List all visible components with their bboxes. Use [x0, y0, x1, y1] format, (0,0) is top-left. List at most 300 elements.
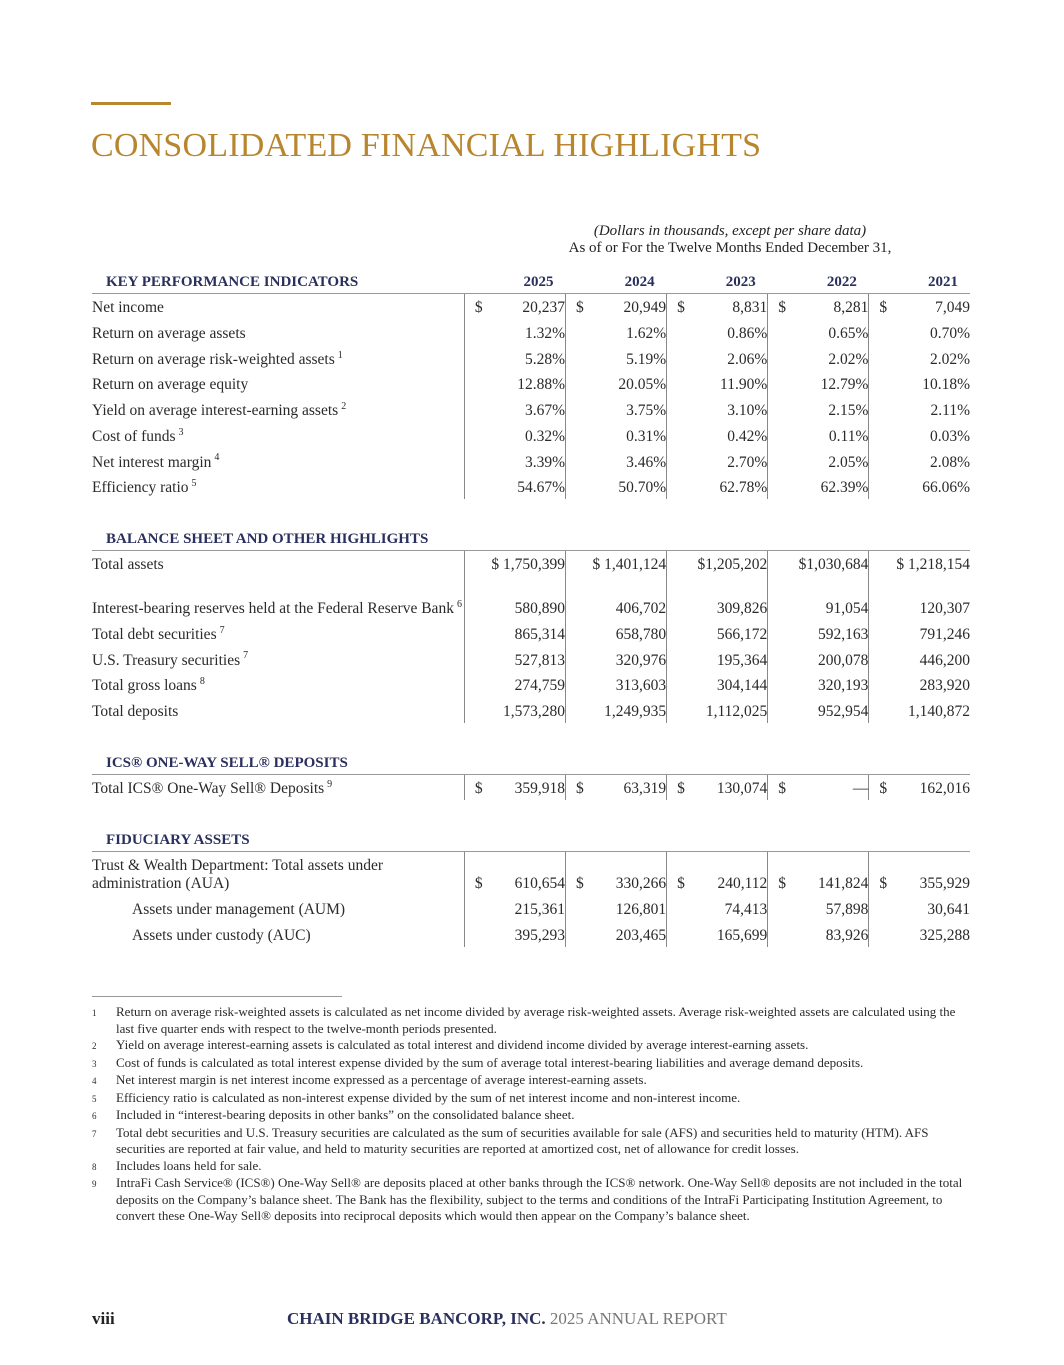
cell-2025: [464, 474, 565, 500]
cell-value: 791,246: [919, 625, 970, 643]
cell-value: 865,314: [514, 625, 566, 643]
currency-symbol: $: [677, 875, 685, 893]
currency-symbol: $: [879, 780, 888, 798]
currency-symbol: $: [474, 299, 483, 317]
cell-2025: [464, 646, 565, 672]
cell-value: 195,364: [716, 651, 768, 669]
cell-value: 527,813: [514, 651, 566, 669]
cell-2023: [667, 774, 768, 800]
cell-value: 200,078: [817, 651, 869, 669]
year-header: 2024: [566, 268, 667, 294]
cell-value: 1,249,935: [604, 703, 667, 720]
cell-2022: [768, 551, 869, 577]
cell-2021: [869, 294, 970, 320]
year-header: 2021: [869, 268, 970, 294]
cell-2023: [667, 345, 768, 371]
cell-value: 63,319: [623, 780, 667, 798]
section-spacer: [92, 800, 970, 826]
currency-symbol: $: [576, 875, 584, 893]
cell-2024: [566, 474, 667, 500]
cell-2023: [667, 672, 768, 698]
cell-value: 592,163: [817, 625, 869, 643]
cell-value: $1,030,684: [798, 556, 869, 574]
cell-value: 5.28%: [524, 350, 566, 368]
row-label-text: Assets under custody (AUC): [132, 926, 311, 944]
footnote-number: 9: [92, 1179, 97, 1189]
cell-2024: [566, 895, 667, 921]
cell-2023: [667, 895, 768, 921]
cell-value: 3.75%: [626, 402, 667, 420]
cell-2021: [869, 620, 970, 646]
row-label-text: Cost of funds: [92, 427, 176, 445]
table-row: [92, 422, 970, 448]
footnote-text: Total debt securities and U.S. Treasury securities are calculated as the sum of securities available for sale (AFS) and securities held to maturity (HTM). AFS securities are reported at fair value, and held to maturity securities are reported at amortized cost, net of allowance for credit losses.: [116, 1124, 929, 1156]
cell-2023: [667, 474, 768, 500]
year-header: [869, 826, 970, 852]
period-note: As of or For the Twelve Months Ended December 31,: [568, 240, 892, 256]
cell-2024: [566, 851, 667, 895]
row-label-text: Yield on average interest-earning assets: [92, 402, 339, 420]
cell-value: 74,413: [724, 901, 768, 919]
cell-value: 83,926: [825, 926, 869, 944]
cell-value: 320,193: [817, 677, 869, 695]
cell-value: 1.62%: [626, 325, 667, 343]
cell-2023: [667, 396, 768, 422]
cell-value: 446,200: [919, 651, 970, 669]
year-header: [768, 525, 869, 551]
cell-2021: [869, 448, 970, 474]
row-label: [92, 620, 464, 646]
row-label-text: Total assets: [92, 556, 164, 574]
cell-2024: [566, 576, 667, 620]
year-header: 2023: [667, 268, 768, 294]
cell-2024: [566, 551, 667, 577]
cell-2021: [869, 895, 970, 921]
cell-2025: [464, 774, 565, 800]
cell-2023: [667, 851, 768, 895]
cell-value: 355,929: [919, 875, 970, 893]
cell-value: 141,824: [817, 875, 869, 893]
year-header: [464, 826, 565, 852]
cell-2022: [768, 895, 869, 921]
year-header: [869, 525, 970, 551]
row-label-text: Trust & Wealth Department: Total assets under administration (AUA): [92, 857, 383, 893]
footnote-ref: 5: [191, 478, 197, 490]
cell-2022: [768, 448, 869, 474]
cell-value: 62.78%: [719, 479, 768, 497]
cell-value: 0.42%: [727, 427, 768, 445]
cell-2021: [869, 345, 970, 371]
currency-symbol: $: [778, 875, 786, 893]
cell-value: $ 1,218,154: [896, 556, 970, 574]
cell-2021: [869, 474, 970, 500]
footnote-number: 5: [92, 1093, 97, 1104]
table-row: [92, 576, 970, 620]
currency-symbol: $: [576, 299, 584, 317]
row-label: [92, 697, 464, 723]
cell-value: 313,603: [615, 677, 667, 695]
cell-value: —: [852, 780, 869, 798]
cell-value: 20,949: [623, 299, 667, 317]
cell-2025: [464, 422, 565, 448]
footnote-number: 3: [92, 1058, 97, 1069]
row-label: [92, 448, 464, 474]
cell-2022: [768, 672, 869, 698]
cell-2024: [566, 294, 667, 320]
cell-2023: [667, 921, 768, 947]
cell-2021: [869, 672, 970, 698]
cell-2023: [667, 646, 768, 672]
cell-value: 1.32%: [524, 325, 566, 343]
section-header-balance: [92, 525, 970, 551]
cell-value: 162,016: [919, 780, 970, 798]
cell-value: 359,918: [514, 780, 566, 798]
cell-value: 130,074: [716, 780, 768, 798]
cell-value: 330,266: [615, 875, 667, 893]
cell-2025: [464, 448, 565, 474]
year-header: [566, 826, 667, 852]
footnote-text: Net interest margin is net interest income expressed as a percentage of average interest-earning assets.: [116, 1072, 647, 1087]
cell-2021: [869, 422, 970, 448]
cell-value: 658,780: [615, 625, 667, 643]
cell-value: 0.32%: [524, 427, 566, 445]
cell-value: 5.19%: [626, 350, 667, 368]
footnote: [92, 1125, 972, 1158]
cell-2025: [464, 895, 565, 921]
cell-2024: [566, 396, 667, 422]
year-header: 2025: [464, 268, 565, 294]
currency-symbol: $: [677, 780, 685, 798]
row-label: [92, 345, 464, 371]
footnote: [92, 1090, 972, 1108]
table-row: [92, 646, 970, 672]
footnote-ref: 1: [337, 349, 343, 361]
table-row: [92, 672, 970, 698]
row-label-text: Assets under management (AUM): [132, 901, 346, 919]
units-note: (Dollars in thousands, except per share data): [593, 223, 867, 239]
cell-2024: [566, 448, 667, 474]
cell-value: 120,307: [919, 600, 970, 618]
footnote-text: Cost of funds is calculated as total interest expense divided by the sum of average total interest-bearing liabilities and average demand deposits.: [116, 1054, 864, 1070]
cell-value: 320,976: [615, 651, 667, 669]
cell-value: 91,054: [825, 600, 869, 618]
cell-2021: [869, 697, 970, 723]
financial-highlights-table: [92, 268, 970, 947]
cell-value: 3.10%: [727, 402, 768, 420]
row-label: [92, 921, 464, 947]
row-label: [92, 672, 464, 698]
section-header-kpi: [92, 268, 970, 294]
table-row: [92, 774, 970, 800]
cell-value: 30,641: [927, 901, 970, 919]
currency-symbol: $: [576, 780, 584, 798]
title-accent-rule: [91, 102, 171, 105]
table-row: [92, 371, 970, 397]
cell-2024: [566, 646, 667, 672]
year-header: [464, 525, 565, 551]
currency-symbol: $: [474, 875, 483, 893]
cell-value: 2.06%: [727, 350, 768, 368]
cell-2024: [566, 672, 667, 698]
cell-2022: [768, 371, 869, 397]
cell-value: 8,281: [833, 299, 869, 317]
footnote-text: Includes loans held for sale.: [116, 1157, 262, 1173]
cell-value: 325,288: [919, 926, 970, 944]
footnote-number: 4: [92, 1076, 97, 1086]
section-spacer: [92, 499, 970, 525]
year-header: [768, 826, 869, 852]
row-label-text: Interest-bearing reserves held at the Federal Reserve Bank: [92, 600, 454, 618]
cell-value: 240,112: [717, 875, 768, 893]
currency-symbol: $: [778, 299, 786, 317]
footnote-ref: 2: [341, 400, 347, 412]
year-header: [667, 826, 768, 852]
table-row: [92, 396, 970, 422]
page-number: viii: [92, 1309, 115, 1328]
table-row: [92, 345, 970, 371]
currency-symbol: $: [677, 299, 685, 317]
cell-2022: [768, 620, 869, 646]
cell-value: 309,826: [716, 600, 768, 618]
footnote-ref: 4: [214, 452, 220, 464]
cell-value: 610,654: [514, 875, 566, 893]
cell-value: 50.70%: [618, 479, 667, 497]
cell-2025: [464, 551, 565, 577]
year-header: [566, 749, 667, 775]
cell-value: 406,702: [615, 600, 667, 618]
cell-2023: [667, 697, 768, 723]
cell-2022: [768, 697, 869, 723]
cell-value: $1,205,202: [697, 556, 768, 574]
cell-2023: [667, 551, 768, 577]
cell-2021: [869, 396, 970, 422]
cell-2022: [768, 294, 869, 320]
section-header-fiduciary: [92, 826, 970, 852]
cell-2024: [566, 422, 667, 448]
cell-value: 165,699: [716, 926, 768, 944]
cell-2025: [464, 345, 565, 371]
row-label-text: Total gross loans: [92, 677, 197, 695]
table-row: [92, 294, 970, 320]
footnote-text: Return on average risk-weighted assets is calculated as net income divided by average risk-weighted assets. Average risk-weighted assets are calculated using the last five quarter ends with respect to the twelve-month periods presented.: [116, 1004, 956, 1036]
footnote: [92, 1158, 972, 1176]
cell-value: 7,049: [935, 299, 970, 317]
row-label-text: Return on average equity: [92, 376, 249, 394]
cell-2025: [464, 371, 565, 397]
cell-2024: [566, 319, 667, 345]
cell-2023: [667, 448, 768, 474]
cell-2022: [768, 921, 869, 947]
cell-value: 0.65%: [828, 325, 869, 343]
cell-2023: [667, 422, 768, 448]
cell-value: 395,293: [514, 926, 566, 944]
footnote-text: Included in “interest-bearing deposits in other banks” on the consolidated balance sheet.: [116, 1107, 575, 1122]
footnote-text: Yield on average interest-earning assets is calculated as total interest and dividend income divided by average interest-earning assets.: [116, 1037, 809, 1052]
footnote: [92, 1055, 972, 1073]
cell-value: 3.46%: [626, 453, 667, 471]
report-name: 2025 ANNUAL REPORT: [549, 1309, 727, 1328]
cell-value: 62.39%: [820, 479, 869, 497]
cell-value: 57,898: [825, 901, 869, 919]
row-label-text: Total deposits: [92, 703, 179, 720]
year-header: 2022: [768, 268, 869, 294]
cell-value: 2.02%: [828, 350, 869, 368]
cell-2022: [768, 396, 869, 422]
row-label-text: Net interest margin: [92, 453, 212, 471]
cell-value: 11.90%: [720, 376, 768, 394]
row-label: [92, 474, 464, 500]
cell-value: 54.67%: [517, 479, 566, 497]
footnote-ref: 7: [243, 650, 249, 662]
footnote-number: 2: [92, 1041, 97, 1051]
cell-value: 20.05%: [618, 376, 667, 394]
cell-value: 2.70%: [727, 453, 768, 471]
cell-value: 1,573,280: [503, 703, 566, 720]
footnote-divider: [92, 996, 342, 997]
cell-2021: [869, 921, 970, 947]
cell-2021: [869, 551, 970, 577]
cell-value: 2.08%: [929, 453, 970, 471]
cell-value: 1,140,872: [908, 703, 970, 720]
cell-2025: [464, 294, 565, 320]
cell-value: 66.06%: [922, 479, 970, 497]
cell-2024: [566, 697, 667, 723]
cell-value: 12.88%: [517, 376, 566, 394]
table-row: [92, 551, 970, 577]
table-row: [92, 620, 970, 646]
cell-2022: [768, 851, 869, 895]
table-row: [92, 319, 970, 345]
footnote-text: Efficiency ratio is calculated as non-interest expense divided by the sum of net interest income and non-interest income.: [116, 1089, 741, 1105]
footnote: [92, 1107, 972, 1125]
footnote-ref: 7: [219, 624, 225, 636]
cell-value: 0.31%: [626, 427, 667, 445]
cell-2025: [464, 620, 565, 646]
cell-2022: [768, 422, 869, 448]
cell-2021: [869, 371, 970, 397]
table-row: [92, 921, 970, 947]
cell-value: 952,954: [817, 703, 869, 720]
cell-value: 580,890: [514, 600, 566, 618]
table-row: [92, 895, 970, 921]
cell-2021: [869, 319, 970, 345]
cell-value: 3.39%: [524, 453, 566, 471]
cell-2025: [464, 697, 565, 723]
year-header: [464, 749, 565, 775]
cell-2022: [768, 774, 869, 800]
footnote-number: 7: [92, 1128, 97, 1139]
footnote-ref: 9: [327, 778, 333, 790]
footnote: [92, 1072, 972, 1090]
row-label: [92, 895, 464, 921]
cell-value: 304,144: [716, 677, 768, 695]
currency-symbol: $: [879, 875, 888, 893]
cell-2024: [566, 921, 667, 947]
section-title: FIDUCIARY ASSETS: [92, 826, 464, 852]
cell-2024: [566, 620, 667, 646]
cell-2024: [566, 371, 667, 397]
row-label-text: Efficiency ratio: [92, 479, 189, 497]
currency-symbol: $: [778, 780, 786, 798]
cell-2021: [869, 851, 970, 895]
cell-value: 0.86%: [727, 325, 768, 343]
footnote: [92, 1004, 972, 1037]
cell-value: 203,465: [615, 926, 667, 944]
row-label: [92, 646, 464, 672]
cell-value: 2.02%: [929, 350, 970, 368]
year-header: [768, 749, 869, 775]
cell-value: 126,801: [615, 901, 667, 919]
cell-2025: [464, 851, 565, 895]
row-label-text: Total debt securities: [92, 625, 217, 643]
section-spacer: [92, 723, 970, 749]
company-name: CHAIN BRIDGE BANCORP, INC.: [287, 1309, 546, 1328]
cell-value: 3.67%: [524, 402, 566, 420]
table-row: [92, 474, 970, 500]
cell-2022: [768, 345, 869, 371]
cell-2025: [464, 921, 565, 947]
currency-symbol: $: [474, 780, 483, 798]
row-label: [92, 294, 464, 320]
row-label-text: Total ICS® One-Way Sell® Deposits: [92, 780, 325, 798]
section-title: KEY PERFORMANCE INDICATORS: [92, 268, 464, 294]
table-row: [92, 697, 970, 723]
cell-2025: [464, 319, 565, 345]
cell-value: 0.70%: [929, 325, 970, 343]
footnote-ref: 8: [199, 676, 205, 688]
cell-2023: [667, 319, 768, 345]
section-title: ICS® ONE-WAY SELL® DEPOSITS: [92, 749, 464, 775]
cell-value: $ 1,401,124: [592, 556, 667, 574]
footer-report-title: [287, 1309, 727, 1329]
cell-value: 0.11%: [828, 427, 869, 445]
cell-value: $ 1,750,399: [491, 556, 566, 574]
footnotes: [92, 1004, 972, 1225]
year-header: [869, 749, 970, 775]
row-label: [92, 422, 464, 448]
cell-value: 12.79%: [820, 376, 869, 394]
cell-2025: [464, 396, 565, 422]
row-label: [92, 319, 464, 345]
footnote-number: 6: [92, 1111, 97, 1121]
row-label-text: Return on average assets: [92, 325, 246, 343]
footnote: [92, 1037, 972, 1055]
cell-value: 1,112,025: [705, 703, 768, 720]
page-title: CONSOLIDATED FINANCIAL HIGHLIGHTS: [91, 127, 762, 164]
cell-value: 215,361: [514, 901, 566, 919]
cell-2024: [566, 345, 667, 371]
row-label: [92, 396, 464, 422]
cell-value: 2.15%: [828, 402, 869, 420]
cell-value: 2.05%: [828, 453, 869, 471]
cell-value: 283,920: [919, 677, 970, 695]
footnote: [92, 1175, 972, 1225]
row-label: [92, 576, 464, 620]
row-label-text: Net income: [92, 299, 164, 317]
section-title: BALANCE SHEET AND OTHER HIGHLIGHTS: [92, 525, 464, 551]
row-label: [92, 851, 464, 895]
cell-value: 20,237: [522, 299, 566, 317]
cell-2021: [869, 646, 970, 672]
cell-2025: [464, 672, 565, 698]
row-label-text: Return on average risk-weighted assets: [92, 350, 335, 368]
cell-value: 274,759: [514, 677, 566, 695]
row-label: [92, 551, 464, 577]
cell-2021: [869, 774, 970, 800]
table-row: [92, 448, 970, 474]
footnote-number: 8: [92, 1161, 97, 1172]
cell-2022: [768, 319, 869, 345]
